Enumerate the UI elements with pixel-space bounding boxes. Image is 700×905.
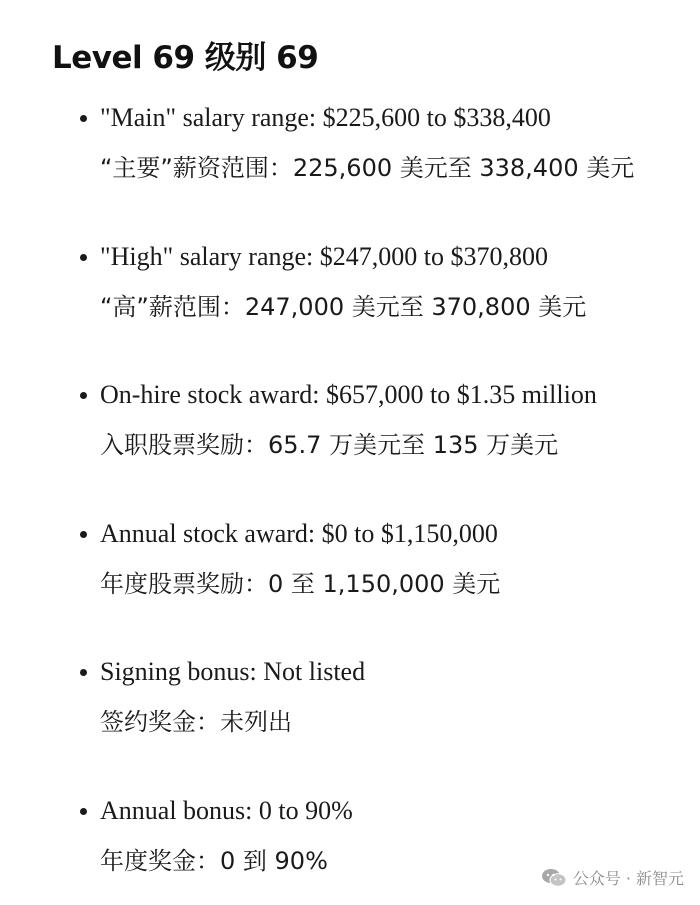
item-text-en: "Main" salary range: $225,600 to $338,400: [100, 103, 551, 132]
bullet-icon: [80, 808, 87, 815]
bullet-icon: [80, 254, 87, 261]
item-text-en: Annual stock award: $0 to $1,150,000: [100, 519, 498, 548]
page-title: Level 69 级别 69: [52, 40, 319, 76]
item-text-zh: “高”薪范围：247,000 美元至 370,800 美元: [100, 293, 587, 321]
bullet-icon: [80, 115, 87, 122]
watermark-text: 公众号 · 新智元: [572, 869, 684, 888]
item-text-en: Signing bonus: Not listed: [100, 657, 366, 686]
item-text-en: On-hire stock award: $657,000 to $1.35 million: [100, 380, 597, 409]
item-text-en: Annual bonus: 0 to 90%: [100, 796, 353, 825]
wechat-icon: [541, 868, 567, 888]
item-text-zh: 入职股票奖励：65.7 万美元至 135 万美元: [100, 431, 559, 459]
item-text-zh: 年度奖金：0 到 90%: [100, 847, 328, 875]
watermark: [541, 866, 684, 889]
item-text-zh: “主要”薪资范围：225,600 美元至 338,400 美元: [100, 154, 635, 182]
bullet-icon: [80, 531, 87, 538]
item-text-en: "High" salary range: $247,000 to $370,800: [100, 242, 548, 271]
item-text-zh: 签约奖金：未列出: [100, 708, 292, 736]
bullet-icon: [80, 392, 87, 399]
bullet-icon: [80, 669, 87, 676]
item-text-zh: 年度股票奖励：0 至 1,150,000 美元: [100, 570, 501, 598]
